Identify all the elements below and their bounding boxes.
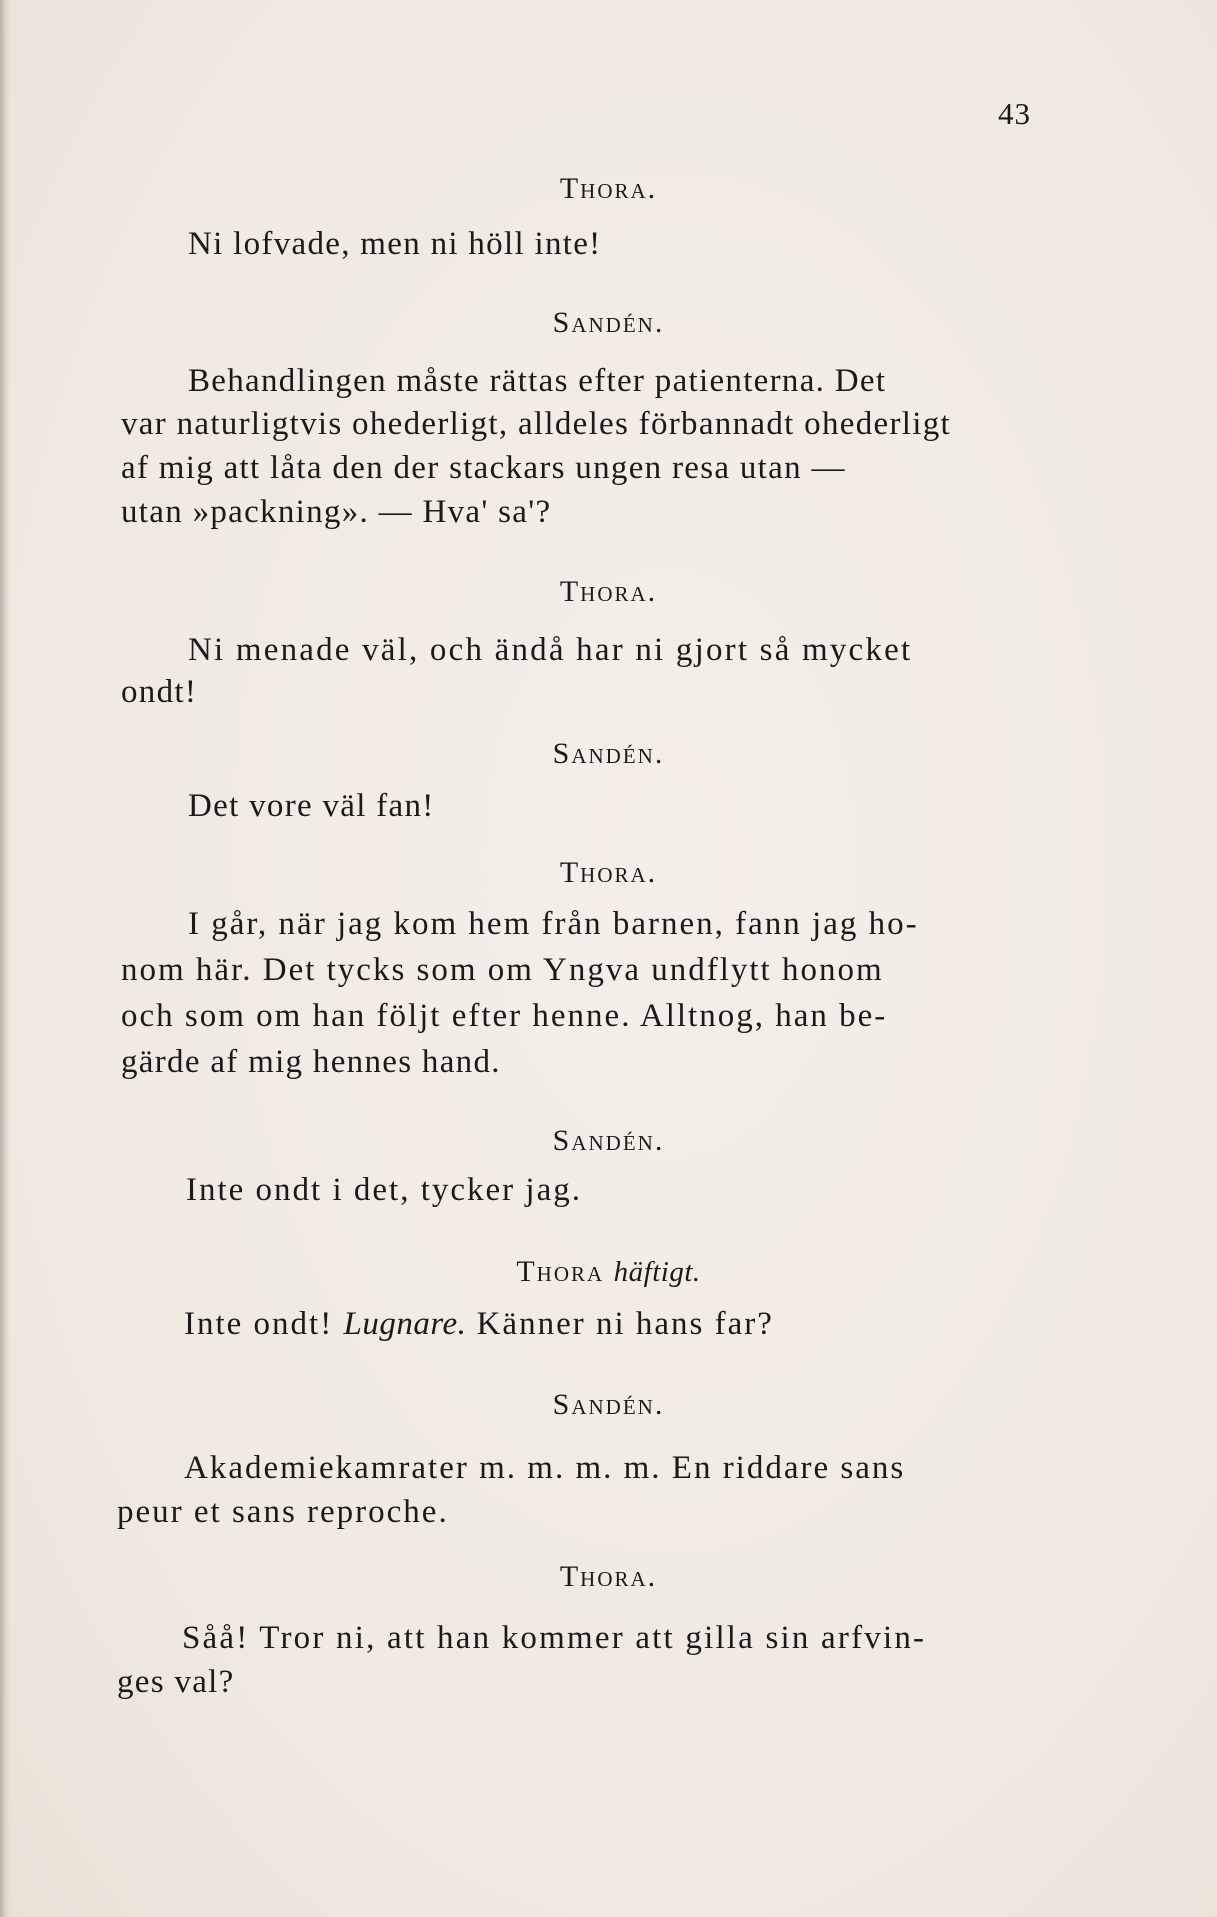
dialogue-line: Det vore väl fan! [188,788,435,824]
dialogue-line: Såå! Tror ni, att han kommer att gilla sin arfvin- [182,1620,927,1656]
dialogue-line: och som om han följt efter henne. Alltnog, han be- [121,998,888,1034]
speaker-heading [0,1255,1217,1289]
dialogue-line: Inte ondt i det, tycker jag. [186,1172,582,1208]
dialogue-line: var naturligtvis ohederligt, alldeles förbannadt ohederligt [121,406,951,442]
stage-direction: Lugnare. [343,1306,467,1342]
dialogue-line: Akademiekamrater m. m. m. m. En riddare sans [184,1450,906,1486]
speaker-heading: Sandén. [552,1124,665,1157]
speaker-heading: Thora. [559,1560,658,1593]
dialogue-line [188,363,1076,400]
speaker-heading: Thora. [559,856,658,889]
dialogue-line: af mig att låta den der stackars ungen resa utan — [121,450,846,486]
dialogue-line: ges val? [117,1664,235,1700]
page-number: 43 [998,96,1031,131]
speaker-heading: Sandén. [552,737,665,770]
line-part: Känner ni hans far? [476,1306,774,1342]
speaker-heading: Thora. [559,575,658,608]
speaker-heading: Thora. [559,172,658,205]
dialogue-line: Ni lofvade, men ni höll inte! [188,226,602,262]
page-edge-shadow [0,0,10,1917]
dialogue-line: utan »packning». — Hva' sa'? [121,494,552,530]
dialogue-line: gärde af mig hennes hand. [121,1044,501,1080]
line-text: Behandlingen måste rättas efter patienterna. Det [188,363,887,399]
dialogue-line: Ni menade väl, och ändå har ni gjort så mycket [188,632,913,668]
dialogue-line: nom här. Det tycks som om Yngva undflytt honom [121,952,884,988]
stage-direction: häftigt. [613,1256,701,1288]
dialogue-line: I går, när jag kom hem från barnen, fann jag ho- [188,906,919,942]
speaker-name: Thora [516,1255,605,1288]
dialogue-line: peur et sans reproche. [117,1494,449,1530]
dialogue-line: ondt! [121,674,198,710]
speaker-heading: Sandén. [552,1388,665,1421]
line-part: Inte ondt! [184,1306,334,1342]
speaker-heading: Sandén. [552,306,665,339]
dialogue-line [184,1306,774,1343]
